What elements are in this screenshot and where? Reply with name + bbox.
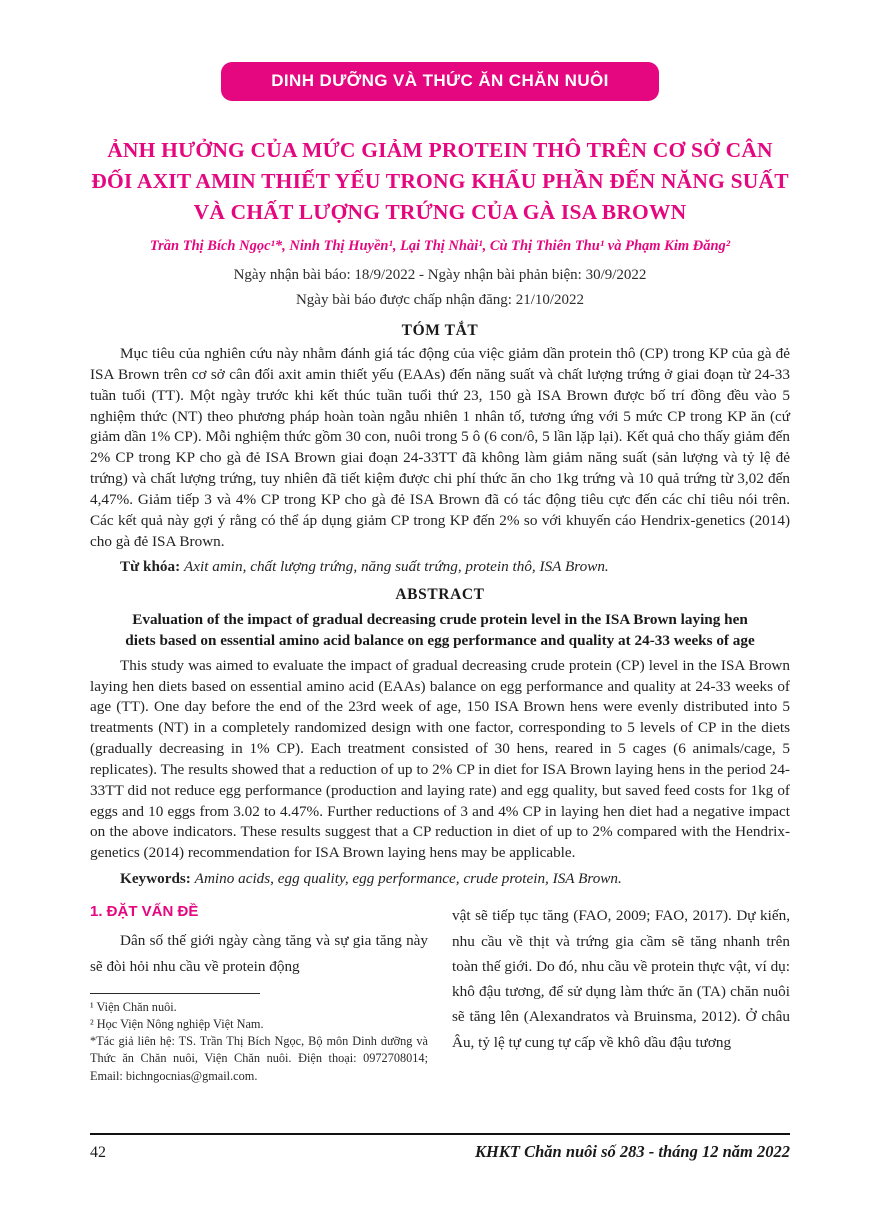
tom-tat-body: Mục tiêu của nghiên cứu này nhằm đánh giá tác động của việc giảm dần protein thô (CP) trong KP của gà đẻ ISA Brown trên cơ sở cân đối axit amin thiết yếu (EAAs) đến năng suất và chất lượng trứng ở giai đoạn từ 24-33 tuần tuổi (TT). Một ngày trước khi kết thúc tuần tuổi thứ 23, 150 gà ISA Brown được bố trí đồng đều vào 5 nghiệm thức (NT) theo phương pháp hoàn toàn ngẫu nhiên 1 nhân tố, tương ứng với 5 mức CP trong KP ăn (cứ giảm dần 1% CP). Mỗi nghiệm thức gồm 30 con, nuôi trong 5 ô (6 con/ô, 5 lần lặp lại). Kết quả cho thấy giảm đến 2% CP trong KP cho gà đẻ ISA Brown giai đoạn 24-33TT đã không làm giảm năng suất (sản lượng và tỷ lệ đẻ trứng) và chất lượng trứng, tuy nhiên đã tiết kiệm được chi phí thức ăn cho 1kg trứng và 10 quả trứng từ 3,02 đến 4,47%. Giảm tiếp 3 và 4% CP trong KP cho gà đẻ ISA Brown đã có tác động tiêu cực đến các chỉ tiêu nói trên. Các kết quả này gợi ý rằng có thể áp dụng giảm CP trong KP đến 2% so với khuyến cáo Hendrix-genetics (2014) cho gà đẻ ISA Brown.: [90, 345, 790, 550]
tu-khoa-value: Axit amin, chất lượng trứng, năng suất trứng, protein thô, ISA Brown.: [183, 558, 609, 576]
page-footer: [90, 1133, 790, 1162]
authors-line: Trần Thị Bích Ngọc¹*, Ninh Thị Huyền¹, Lại Thị Nhài¹, Cù Thị Thiên Thu¹ và Phạm Kim Đăng²: [149, 237, 731, 254]
submission-dates: [90, 263, 790, 315]
left-column: [90, 903, 428, 1084]
footer-row: [90, 1142, 790, 1162]
footnote-affiliation-1: ¹ Viện Chăn nuôi.: [90, 999, 177, 1014]
footnote-affiliation-2: ² Học Viện Nông nghiệp Việt Nam.: [90, 1017, 264, 1032]
footnote-separator: [90, 993, 260, 994]
date-accepted-line: Ngày bài báo được chấp nhận đăng: 21/10/2022: [295, 292, 585, 309]
tom-tat-heading: TÓM TẮT: [401, 322, 479, 340]
keywords-label: Keywords:: [120, 870, 191, 888]
article-title: ẢNH HƯỞNG CỦA MỨC GIẢM PROTEIN THÔ TRÊN CƠ SỞ CÂN ĐỐI AXIT AMIN THIẾT YẾU TRONG KHẨU PHẦN ĐẾN NĂNG SUẤT VÀ CHẤT LƯỢNG TRỨNG CỦA GÀ ISA BROWN: [91, 138, 789, 225]
tu-khoa-label: Từ khóa:: [120, 558, 181, 576]
page-number: 42: [90, 1144, 106, 1161]
tu-khoa-line: [90, 556, 790, 577]
banner-text: DINH DƯỠNG VÀ THỨC ĂN CHĂN NUÔI: [271, 71, 609, 90]
abstract-body: This study was aimed to evaluate the impact of gradual decreasing crude protein (CP) level in the ISA Brown laying hen diets based on essential amino acid (EAAs) balance on egg performance and quality at 24-33 weeks of age (TT). One day before the end of the 23rd week of age, 150 ISA Brown hens were evenly distributed into 5 treatments (NT) in a completely randomized design with one factor, corresponding to 5 levels of CP in the diets (gradually decreasing in 1% CP). Each treatment consisted of 30 hens, reared in 5 cages (6 animals/cage, 5 replicates). The results showed that a reduction of up to 2% CP in diet for ISA Brown laying hens in the period 24-33TT did not reduce egg performance (production and laying rate) and egg quality, but saved feed costs for 1kg of eggs and 10 eggs from 3.02 to 4.47%. Further reductions of 3 and 4% CP in laying hen diet had a negative impact on the above indicators. These results suggest that a CP reduction in diet of up to 2% compared with the Hendrix-genetics (2014) recommendation for ISA Brown laying hens may be applicable.: [90, 656, 790, 862]
section1-right-text: vật sẽ tiếp tục tăng (FAO, 2009; FAO, 2017). Dự kiến, nhu cầu về thịt và trứng gia cầm sẽ tăng nhanh trên toàn thế giới. Do đó, nhu cầu về protein thực vật, ví dụ: khô đậu tương, để sử dụng làm thức ăn (TA) chăn nuôi sẽ tăng lên (Alexandratos và Bruinsma, 2012). Ở châu Âu, tỷ lệ tự cung tự cấp về khô dầu đậu tương: [452, 907, 790, 1051]
keywords-value: Amino acids, egg quality, egg performance, crude protein, ISA Brown.: [194, 870, 622, 888]
footer-rule: [90, 1133, 790, 1135]
abstract-subtitle: Evaluation of the impact of gradual decreasing crude protein level in the ISA Brown laying hen diets based on essential amino acid balance on egg performance and quality at 24-33 weeks of age: [125, 610, 755, 650]
section1-heading: 1. ĐẶT VẤN ĐỀ: [90, 903, 199, 921]
footnotes-block: [90, 999, 428, 1085]
footnote-corresponding-author: *Tác giả liên hệ: TS. Trần Thị Bích Ngọc, Bộ môn Dinh dưỡng và Thức ăn Chăn nuôi, Viện Chăn nuôi. Điện thoại: 0972708014; Email: bichngocnias@gmail.com.: [90, 1034, 428, 1083]
journal-name: KHKT Chăn nuôi số 283 - tháng 12 năm 2022: [475, 1142, 790, 1161]
two-column-section: [90, 903, 790, 1084]
date-received-line: Ngày nhận bài báo: 18/9/2022 - Ngày nhận bài phản biện: 30/9/2022: [233, 266, 647, 283]
right-column: [452, 903, 790, 1084]
section1-left-text: Dân số thế giới ngày càng tăng và sự gia tăng này sẽ đòi hỏi nhu cầu về protein động: [90, 932, 428, 975]
keywords-line: [90, 868, 790, 889]
section-banner: [221, 62, 659, 101]
abstract-heading: ABSTRACT: [395, 585, 485, 603]
